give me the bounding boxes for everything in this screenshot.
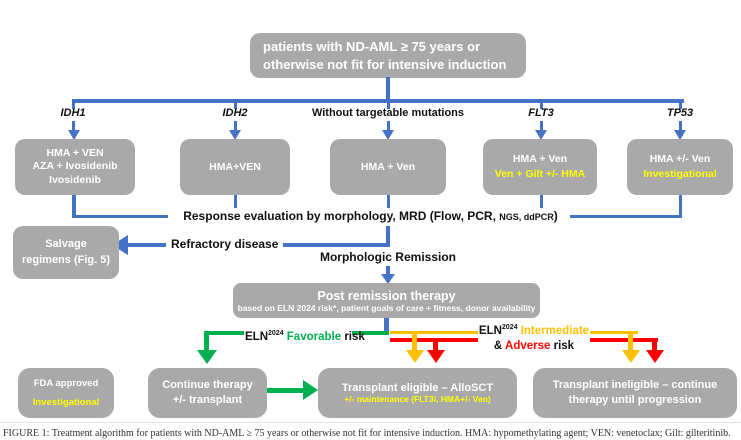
response-evaluation-small: NGS, ddPCR: [499, 212, 554, 222]
connector-branch-rail: [72, 99, 684, 103]
connector-favorable-left: [204, 331, 244, 335]
response-evaluation-main: Response evaluation by morphology, MRD (Flow, PCR,: [183, 209, 496, 223]
treatment-box-no-mutations: [330, 139, 446, 195]
treatment-tp53-line2: Investigational: [643, 168, 717, 180]
post-remission-subtitle: based on ELN 2024 risk*, patient goals of care + fitness, donor availability: [237, 302, 536, 313]
eln-favorable-sup: 2024: [268, 330, 284, 337]
legend-investigational: Investigational: [32, 397, 100, 408]
treatment-box-idh1: [15, 139, 135, 195]
transplant-eligible-line2: +/- maintenance (FLT3i, HMA+/- Ven): [344, 394, 491, 404]
salvage-line2: regimens (Fig. 5): [21, 253, 111, 266]
response-evaluation-close: ): [553, 209, 558, 223]
eln-adverse-suffix: risk: [553, 339, 575, 352]
branch-label-flt3: FLT3: [528, 107, 554, 119]
refractory-disease-label: Refractory disease: [166, 237, 283, 251]
transplant-ineligible-box: [533, 368, 737, 418]
arrow-head-favorable: [197, 350, 217, 364]
continue-therapy-box: [148, 368, 267, 418]
continue-therapy-line2: +/- transplant: [172, 394, 243, 406]
post-remission-box: [233, 283, 540, 318]
salvage-line1: Salvage: [45, 237, 87, 250]
eln-adverse-prefix: ELN: [478, 324, 502, 337]
treatment-tp53-line1: HMA +/- Ven: [649, 153, 711, 166]
legend-box: [18, 368, 114, 418]
transplant-ineligible-line2: therapy until progression: [568, 394, 702, 406]
arrow-head-red-eligible: [427, 350, 445, 363]
treatment-flt3-line2: Ven + Gilt +/- HMA: [494, 168, 586, 180]
treatment-box-flt3: [483, 139, 597, 195]
patients-criteria-line2: otherwise not fit for intensive induction: [263, 56, 507, 72]
connector-favorable-down: [204, 331, 209, 351]
eln-favorable-suffix: risk: [344, 330, 365, 343]
branch-label-tp53: TP53: [666, 107, 694, 119]
legend-fda-approved: FDA approved: [33, 378, 99, 389]
eln-adverse-adverse: Adverse: [505, 339, 551, 352]
eln-adverse-amp: &: [493, 339, 503, 352]
figure-divider: [0, 422, 741, 423]
treatment-idh1-line1: HMA + VEN: [46, 146, 104, 159]
eln-adverse-line1: [478, 323, 590, 339]
patients-criteria-line1: patients with ND-AML ≥ 75 years or: [263, 38, 481, 54]
response-evaluation-label: [0, 209, 741, 223]
arrow-stem-yellow-ineligible: [628, 331, 633, 351]
morphologic-remission-label: Morphologic Remission: [319, 250, 456, 264]
salvage-regimens-box: [13, 226, 119, 279]
eln-adverse-intermediate: Intermediate: [520, 324, 590, 337]
treatment-idh2-line1: HMA+VEN: [209, 161, 261, 173]
eln-adverse-sup: 2024: [501, 324, 518, 331]
eln-favorable-risk-name: Favorable: [286, 330, 342, 343]
eln-favorable-label: [245, 330, 365, 343]
treatment-box-tp53: [627, 139, 733, 195]
arrow-head-yellow-ineligible: [622, 350, 640, 363]
connector-center-down: [387, 195, 390, 208]
arrow-head-yellow-eligible: [406, 350, 424, 363]
eln-adverse-label: [478, 323, 590, 354]
branch-label-idh1: IDH1: [60, 107, 86, 119]
treatment-idh1-line3: Ivosidenib: [49, 173, 101, 186]
arrow-head-continue-to-eligible: [303, 380, 318, 400]
treatment-idh1-line2: AZA + Ivosidenib: [32, 160, 118, 173]
arrow-head-red-ineligible: [646, 350, 664, 363]
arrow-stem-yellow-eligible: [412, 331, 417, 351]
caption-text: FIGURE 1: Treatment algorithm for patients with ND-AML ≥ 75 years or otherwise not fit for intensive induction. HMA: hypomethylating agent; VEN: venetoclax; Gilt: gilteritinib.: [3, 428, 731, 439]
branch-label-no-mutations: Without targetable mutations: [311, 107, 465, 119]
eln-adverse-line2: [478, 339, 590, 354]
connector-flt3-down: [540, 195, 543, 208]
treatment-no-mutations-line1: HMA + Ven: [360, 161, 416, 173]
treatment-box-idh2: [180, 139, 290, 195]
connector-adverse-yellow-left: [390, 331, 478, 335]
patients-criteria-box: [250, 33, 526, 78]
connector-idh2-down: [234, 195, 237, 208]
transplant-ineligible-line1: Transplant ineligible – continue: [552, 378, 718, 391]
transplant-eligible-box: [318, 368, 517, 418]
transplant-eligible-line1: Transplant eligible – AlloSCT: [341, 382, 494, 394]
connector-continue-to-eligible: [267, 388, 305, 393]
branch-label-idh2: IDH2: [222, 107, 248, 119]
connector-adverse-red-right: [590, 338, 658, 343]
eln-favorable-prefix: ELN: [245, 330, 268, 343]
continue-therapy-line1: Continue therapy: [162, 378, 253, 391]
treatment-flt3-line1: HMA + Ven: [512, 153, 568, 166]
connector-top-trunk: [386, 77, 390, 101]
caption-clipped: [0, 428, 741, 439]
connector-post-remission-stub: [384, 318, 389, 332]
post-remission-title: Post remission therapy: [317, 288, 456, 303]
